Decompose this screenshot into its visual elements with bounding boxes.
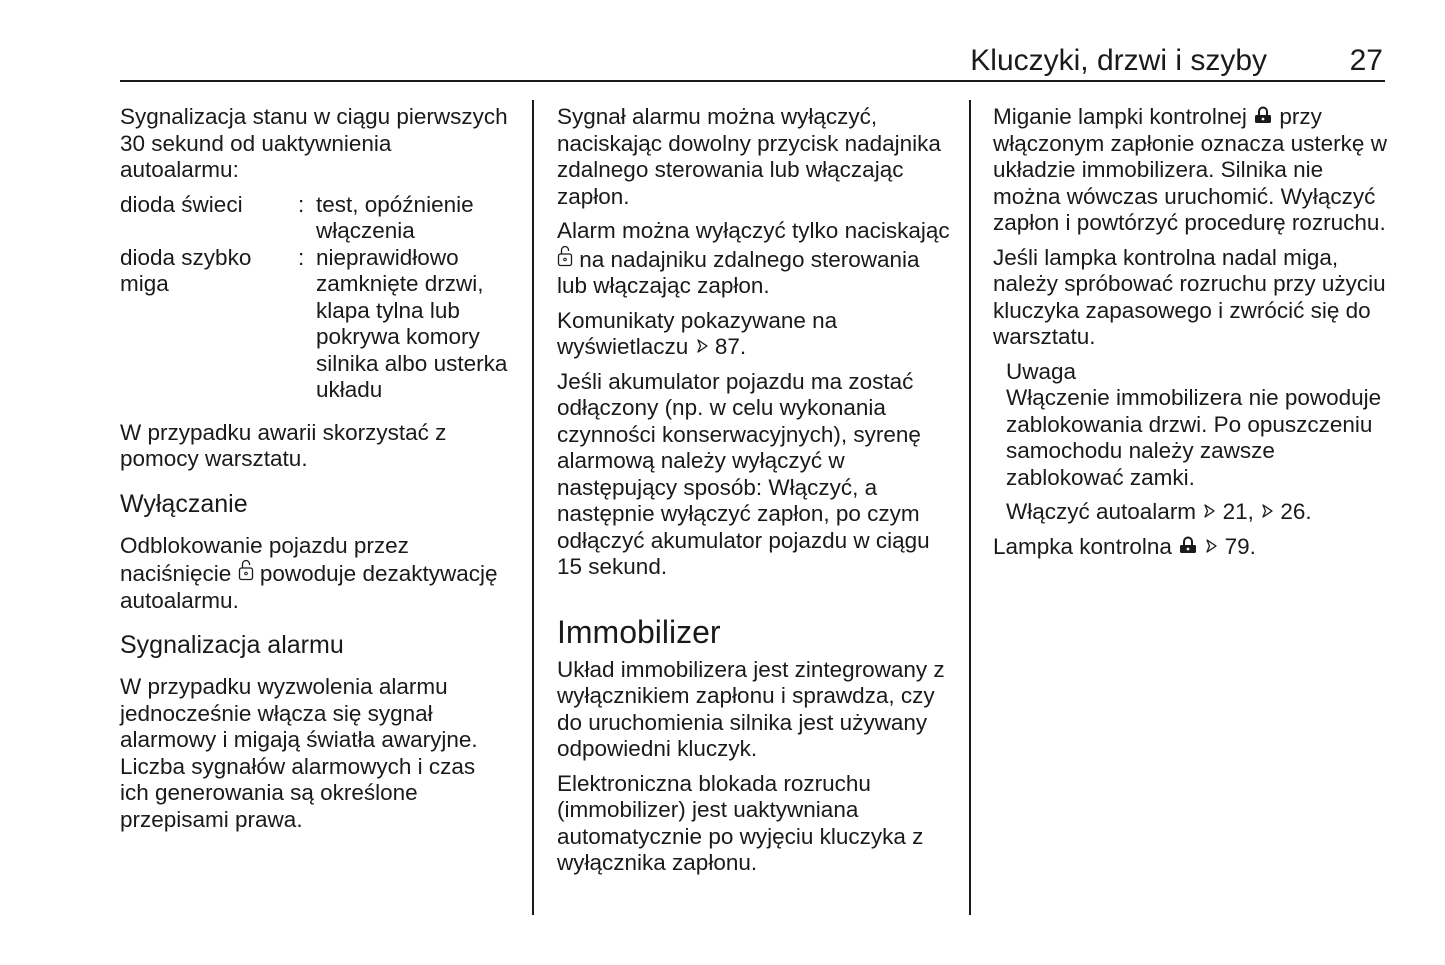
unlock-icon	[238, 559, 254, 581]
section-title: Kluczyki, drzwi i szyby	[970, 44, 1267, 77]
messages-text: Komunikaty pokazywane na wyświetlaczu	[557, 307, 838, 359]
warning-lamp-paragraph	[993, 104, 1388, 237]
alarm-off-text-start: Alarm można wyłączyć tylko naciskając	[557, 218, 950, 243]
immobilizer-car-lock-icon	[1253, 106, 1273, 124]
definition-row	[120, 192, 510, 245]
page-reference: 21,	[1222, 499, 1254, 524]
deactivation-text-end: powoduje dezaktywację autoalarmu.	[120, 561, 498, 613]
failure-paragraph: W przypadku awarii skorzystać z pomocy warsztatu.	[120, 419, 447, 471]
deactivation-text-start: Odblokowanie pojazdu przez naciśnięcie	[120, 532, 409, 586]
battery-paragraph: Jeśli akumulator pojazdu ma zostać odłączony (np. w celu wykonania czynności konserwacyjnych), syrenę alarmową należy wyłączyć w następujący sposób: Włączyć, a następnie wyłączyć zapłon, po czym odłączyć akumulator pojazdu w ciągu 15 sekund.	[557, 368, 930, 579]
page-reference: 26.	[1280, 499, 1312, 524]
definition-description: test, opóźnienie włączenia	[316, 191, 474, 243]
note-reference-text: Włączyć autoalarm	[1006, 499, 1197, 524]
note-title: Uwaga	[1006, 358, 1077, 384]
note-reference	[1006, 499, 1388, 526]
note-text: Włączenie immobilizera nie powoduje zablokowania drzwi. Po opuszczeniu samochodu należy zawsze zablokować zamki.	[1006, 385, 1382, 490]
heading-sygnalizacja-alarmu: Sygnalizacja alarmu	[120, 631, 344, 659]
lamp-reference-paragraph	[993, 534, 1388, 561]
alarm-off-text-end: na nadajniku zdalnego sterowania lub włączając zapłon.	[557, 246, 920, 298]
page-reference-arrow-icon	[1260, 503, 1274, 519]
immobilizer-paragraph-1: Układ immobilizera jest zintegrowany z wyłącznikiem zapłonu i sprawdza, czy do uruchomienia silnika jest używany odpowiedni kluczyk.	[557, 656, 945, 761]
immobilizer-paragraph-2: Elektroniczna blokada rozruchu (immobilizer) jest uaktywniana automatycznie po wyjęciu kluczyka z wyłącznika zapłonu.	[557, 770, 924, 875]
messages-paragraph	[557, 308, 952, 361]
page-reference: 87.	[714, 334, 747, 359]
definition-description: nieprawidłowo zamknięte drzwi, klapa tylna lub pokrywa komory silnika albo usterka układu	[316, 244, 508, 402]
alarm-off-paragraph: Sygnał alarmu można wyłączyć, naciskając dowolny przycisk nadajnika zdalnego sterowania lub włączając zapłon.	[557, 104, 941, 209]
alarm-off-remote-paragraph	[557, 218, 952, 300]
intro-paragraph: Sygnalizacja stanu w ciągu pierwszych 30 sekund od uaktywnienia autoalarmu:	[120, 104, 508, 182]
column-divider-2	[969, 100, 971, 915]
lamp-reference-text: Lampka kontrolna	[993, 533, 1172, 559]
page-number: 27	[1349, 44, 1383, 77]
definition-colon: :	[298, 191, 305, 217]
page-reference-arrow-icon	[1202, 503, 1216, 519]
definition-term: dioda świeci	[120, 191, 243, 217]
spare-key-paragraph: Jeśli lampka kontrolna nadal miga, należy spróbować rozruchu przy użyciu kluczyka zapasowego i zwrócić się do warsztatu.	[993, 244, 1386, 349]
definition-colon: :	[298, 244, 305, 270]
alarm-paragraph: W przypadku wyzwolenia alarmu jednocześnie włącza się sygnał alarmowy i migają światła awaryjne. Liczba sygnałów alarmowych i czas ich generowania są określone przepisami prawa.	[120, 674, 478, 832]
definition-row	[120, 245, 510, 404]
heading-immobilizer: Immobilizer	[557, 613, 721, 650]
warning-lamp-text-end: przy włączonym zapłonie oznacza usterkę w układzie immobilizera. Silnika nie można wówczas uruchomić. Wyłączyć zapłon i powtórzyć procedurę rozruchu.	[993, 104, 1387, 235]
column-divider-1	[532, 100, 534, 915]
column-3	[993, 104, 1388, 568]
page-reference: 79.	[1224, 533, 1256, 559]
warning-lamp-text-start: Miganie lampki kontrolnej	[993, 104, 1247, 129]
unlock-icon	[557, 245, 573, 267]
column-2	[557, 104, 952, 885]
page-reference-arrow-icon	[1204, 538, 1218, 554]
note-box	[1006, 359, 1388, 526]
definition-term: dioda szybko miga	[120, 244, 252, 296]
deactivation-paragraph	[120, 533, 510, 615]
page-reference-arrow-icon	[695, 338, 709, 354]
column-1	[120, 104, 510, 841]
heading-wylaczanie: Wyłączanie	[120, 489, 248, 518]
status-definition-list	[120, 192, 510, 404]
header-rule	[120, 80, 1385, 82]
immobilizer-car-lock-icon	[1178, 536, 1198, 554]
